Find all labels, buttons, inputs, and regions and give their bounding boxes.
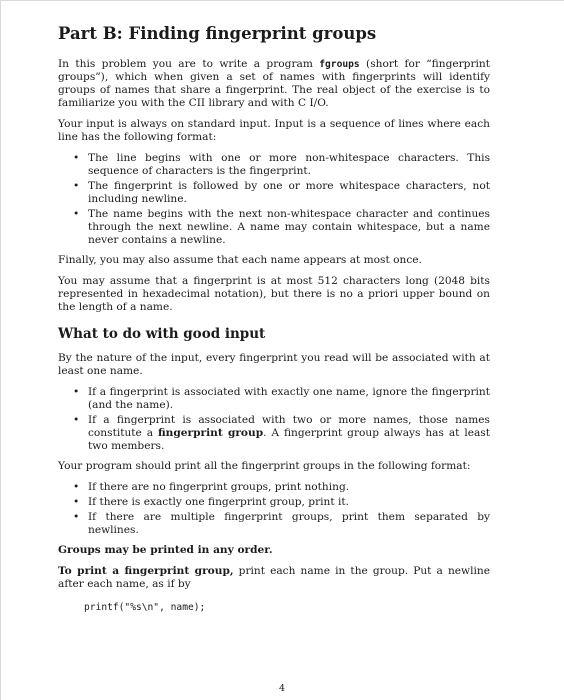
list-item xyxy=(88,414,490,453)
page-title: Part B: Finding fingerprint groups xyxy=(58,24,377,43)
list-item: • If a fingerprint is associated with exactly one name, ignore the fingerprint (and the name). xyxy=(88,386,490,412)
list-item: • The line begins with one or more non-whitespace characters. This sequence of characters is the fingerprint. xyxy=(88,152,490,178)
page-number: 4 xyxy=(278,683,286,694)
intro-before: In this problem you are to write a program xyxy=(58,58,320,70)
list-item: • The name begins with the next non-whitespace character and continues through the next newline. A name may contain whitespace, but a name never contains a newline. xyxy=(88,208,490,247)
intro-after: (short for “fingerprint groups”), which when given a set of names with fingerprints will identify groups of names that share a fingerprint. The real object of the exercise is to familiarize you with the CII library and with C I/O. xyxy=(58,58,490,109)
group-text-before: If a fingerprint is associated with two or more names, those names constitute a xyxy=(88,414,490,439)
section-heading: What to do with good input xyxy=(58,326,266,342)
list-item: • The fingerprint is followed by one or more whitespace characters, not including newline. xyxy=(88,180,490,206)
program-name: fgroups xyxy=(319,59,360,70)
nature-paragraph: By the nature of the input, every fingerprint you read will be associated with at least one name. xyxy=(58,352,490,377)
document-body xyxy=(58,24,490,614)
list-item: • If there are no fingerprint groups, print nothing. xyxy=(88,481,490,494)
any-order-note: Groups may be printed in any order. xyxy=(58,544,273,556)
print-format-list xyxy=(58,481,490,537)
page-border-left xyxy=(0,0,1,700)
to-print-paragraph xyxy=(58,565,490,591)
input-format-list xyxy=(58,152,490,247)
input-paragraph: Your input is always on standard input. Input is a sequence of lines where each line has the following format: xyxy=(58,118,490,143)
print-paragraph: Your program should print all the fingerprint groups in the following format: xyxy=(58,460,471,472)
code-example: printf("%s\n", name); xyxy=(84,602,206,613)
page-border-top xyxy=(0,0,564,1)
intro-paragraph xyxy=(58,58,490,110)
finally-paragraph: Finally, you may also assume that each name appears at most once. xyxy=(58,254,422,266)
length-paragraph: You may assume that a fingerprint is at most 512 characters long (2048 bits represented in hexadecimal notation), but there is no a priori upper bound on the length of a name. xyxy=(58,275,490,313)
list-item: • If there are multiple fingerprint groups, print them separated by newlines. xyxy=(88,511,490,537)
to-print-rest: print each name in the group. Put a newline after each name, as if by xyxy=(58,565,490,590)
good-input-list xyxy=(58,386,490,453)
list-item: • If there is exactly one fingerprint group, print it. xyxy=(88,496,490,509)
group-text-after: . A fingerprint group always has at least two members. xyxy=(88,427,490,452)
group-term: fingerprint group xyxy=(157,427,264,439)
to-print-lead: To print a fingerprint group, xyxy=(58,565,234,577)
